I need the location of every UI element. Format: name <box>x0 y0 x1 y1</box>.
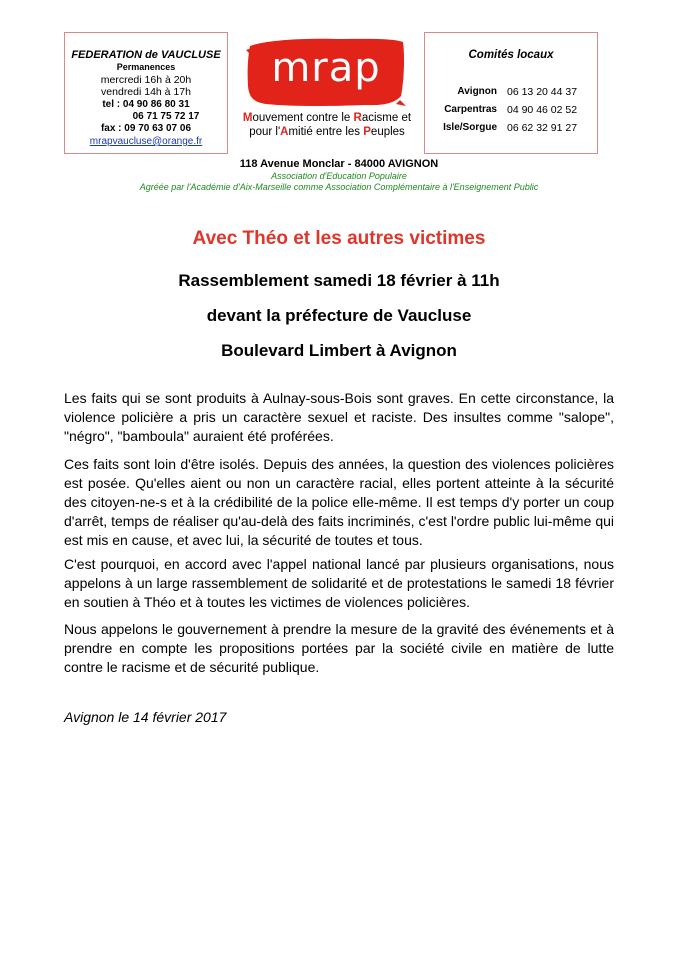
tagline-text: ouvement contre le <box>252 112 354 124</box>
comite-city: Carpentras <box>444 104 497 115</box>
permanences-label: Permanences <box>116 62 176 73</box>
subheading-street: Boulevard Limbert à Avignon <box>221 341 457 360</box>
headline: Avec Théo et les autres victimes <box>192 228 486 249</box>
comite-city: Isle/Sorgue <box>443 122 497 133</box>
tagline-line-1 <box>232 112 422 126</box>
federation-tel: tel : 04 90 86 80 31 <box>102 98 190 110</box>
tagline-initial-a: A <box>280 125 289 138</box>
tagline-text: acisme et <box>361 112 412 124</box>
comite-city: Avignon <box>457 86 497 97</box>
federation-fax: fax : 09 70 63 07 06 <box>100 123 192 135</box>
address: 118 Avenue Monclar - 84000 AVIGNON <box>239 158 439 170</box>
logo-text: mrap <box>271 45 381 91</box>
comite-phone: 06 62 32 91 27 <box>507 122 578 134</box>
signoff-date: Avignon le 14 février 2017 <box>64 709 227 725</box>
hours-friday: vendredi 14h à 17h <box>101 86 191 99</box>
tagline-line-2 <box>232 126 422 140</box>
tagline-initial-p: P <box>363 125 371 138</box>
association-label: Association d'Education Populaire <box>271 171 407 181</box>
comite-phone: 06 13 20 44 37 <box>507 86 578 98</box>
agreement-label: Agréée par l'Académie d'Aix-Marseille comme Association Complémentaire à l'Enseignement Public <box>139 182 539 192</box>
hours-wednesday: mercredi 16h à 20h <box>100 73 192 86</box>
logo-tagline <box>232 112 422 139</box>
tagline-text: pour l' <box>249 125 281 138</box>
mrap-logo <box>232 30 422 140</box>
tagline-text: mitié entre les <box>288 125 364 138</box>
comite-phone: 04 90 46 02 52 <box>507 104 578 116</box>
tagline-text: euples <box>370 125 405 138</box>
federation-tel-mobile: 06 71 75 72 17 <box>132 111 200 123</box>
subheading-place: devant la préfecture de Vaucluse <box>206 306 472 325</box>
federation-title: FEDERATION de VAUCLUSE <box>71 49 221 61</box>
federation-email-link[interactable]: mrapvaucluse@orange.fr <box>89 135 203 147</box>
body-paragraph: C'est pourquoi, en accord avec l'appel national lancé par plusieurs organisations, nous appelons à un large rassemblement de solidarité et de protestations le samedi 18 février en soutien à Théo et à toutes les victimes de violences policières. <box>64 556 614 610</box>
tagline-initial-m: M <box>242 112 253 124</box>
subheading-date: Rassemblement samedi 18 février à 11h <box>178 271 500 290</box>
body-paragraph: Ces faits sont loin d'être isolés. Depuis des années, la question des violences policières est posée. Qu'elles aient ou non un caractère racial, elles portent atteinte à la sécurité des citoyen-ne-s et à la crédibilité de la police elle-même. Il est temps d'y porter un coup d'arrêt, temps de réaliser qu'au-delà des faits incriminés, c'est l'ordre public lui-même qui est mis en cause, et avec lui, la sécurité de toutes et tous. <box>64 456 614 548</box>
comites-title: Comités locaux <box>468 49 554 61</box>
tagline-initial-r: R <box>353 112 362 124</box>
comites-box <box>424 32 598 154</box>
body-paragraph: Nous appelons le gouvernement à prendre la mesure de la gravité des événements et à prendre en compte les propositions portées par la société civile en matière de lutte contre le racisme et de sécurité publique. <box>64 621 614 675</box>
federation-box <box>64 32 228 154</box>
body-paragraph: Les faits qui se sont produits à Aulnay-sous-Bois sont graves. En cette circonstance, la violence policière a pris un caractère sexuel et raciste. Des insultes comme "salope", "négro", "bamboula" auraient été proférées. <box>64 390 614 444</box>
